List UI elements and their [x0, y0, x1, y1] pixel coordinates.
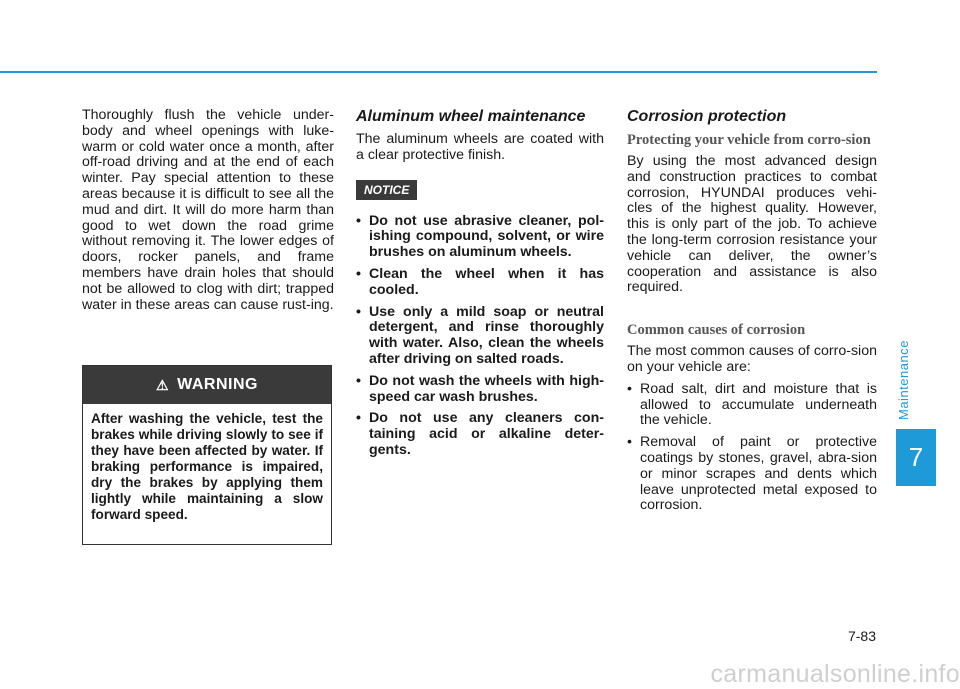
list-item: • Do not use any cleaners con-taining acid or alkaline deter-gents.: [356, 411, 604, 458]
watermark-text: carmanualsonline.info: [710, 660, 960, 688]
list-item: • Road salt, dirt and moisture that is allowed to accumulate underneath the vehicle.: [627, 382, 877, 429]
warning-title: WARNING: [177, 376, 258, 393]
causes-subheading: Common causes of corrosion: [627, 322, 806, 339]
underbody-paragraph: Thoroughly flush the vehicle under-body and wheel openings with luke-warm or cold water once a month, after off-road driving and at the end of each winter. Pay special attention to these areas because it is difficult to see all the mud and dirt. It will do more harm than good to wet down the road grime without removing it. The lower edges of doors, rocker panels, and frame members have drain holes that should not be allowed to clog with dirt; trapped water in these areas can cause rust-ing.: [82, 107, 334, 313]
notice-badge: NOTICE: [356, 180, 417, 200]
column-2: [356, 108, 604, 465]
list-item: • Do not wash the wheels with high-speed car wash brushes.: [356, 374, 604, 406]
corrosion-heading: Corrosion protection: [627, 108, 787, 125]
column-3: [627, 108, 877, 520]
aluminum-notice-list: [356, 214, 604, 459]
protecting-subheading: Protecting your vehicle from corro-sion: [627, 132, 871, 148]
warning-text: After washing the vehicle, test the brakes while driving slowly to see if they have been affected by water. If braking performance is impaired, dry the brakes by applying them lightly while maintaining a slow forward speed.: [91, 411, 323, 522]
causes-list: [627, 382, 877, 514]
page-number: 7-83: [847, 628, 876, 644]
warning-box: [82, 365, 332, 545]
header-rule: [0, 71, 877, 73]
aluminum-wheel-heading: Aluminum wheel maintenance: [356, 108, 586, 125]
side-tab-label: Maintenance: [896, 340, 911, 420]
warning-triangle-icon: ⚠: [156, 376, 170, 393]
warning-header: [83, 366, 331, 404]
causes-paragraph: The most common causes of corro-sion on your vehicle are:: [627, 343, 877, 375]
list-item: • Do not use abrasive cleaner, pol-ishing compound, solvent, or wire brushes on aluminum wheels.: [356, 214, 604, 261]
protecting-paragraph: By using the most advanced design and construction practices to combat corrosion, HYUNDAI produces vehi-cles of the highest quality. However, this is only part of the job. To achieve the long-term corrosion resistance your vehicle can deliver, the owner’s cooperation and assistance is also required.: [627, 153, 877, 296]
column-1: [82, 108, 334, 313]
aluminum-intro: The aluminum wheels are coated with a clear protective finish.: [356, 131, 604, 163]
list-item: • Use only a mild soap or neutral detergent, and rinse thoroughly with water. Also, clean the wheels after driving on salted roads.: [356, 305, 604, 368]
chapter-number-badge: 7: [896, 429, 936, 486]
list-item: • Removal of paint or protective coatings by stones, gravel, abra-sion or minor scrapes and dents which leave unprotected metal exposed to corrosion.: [627, 435, 877, 514]
list-item: • Clean the wheel when it has cooled.: [356, 267, 604, 299]
